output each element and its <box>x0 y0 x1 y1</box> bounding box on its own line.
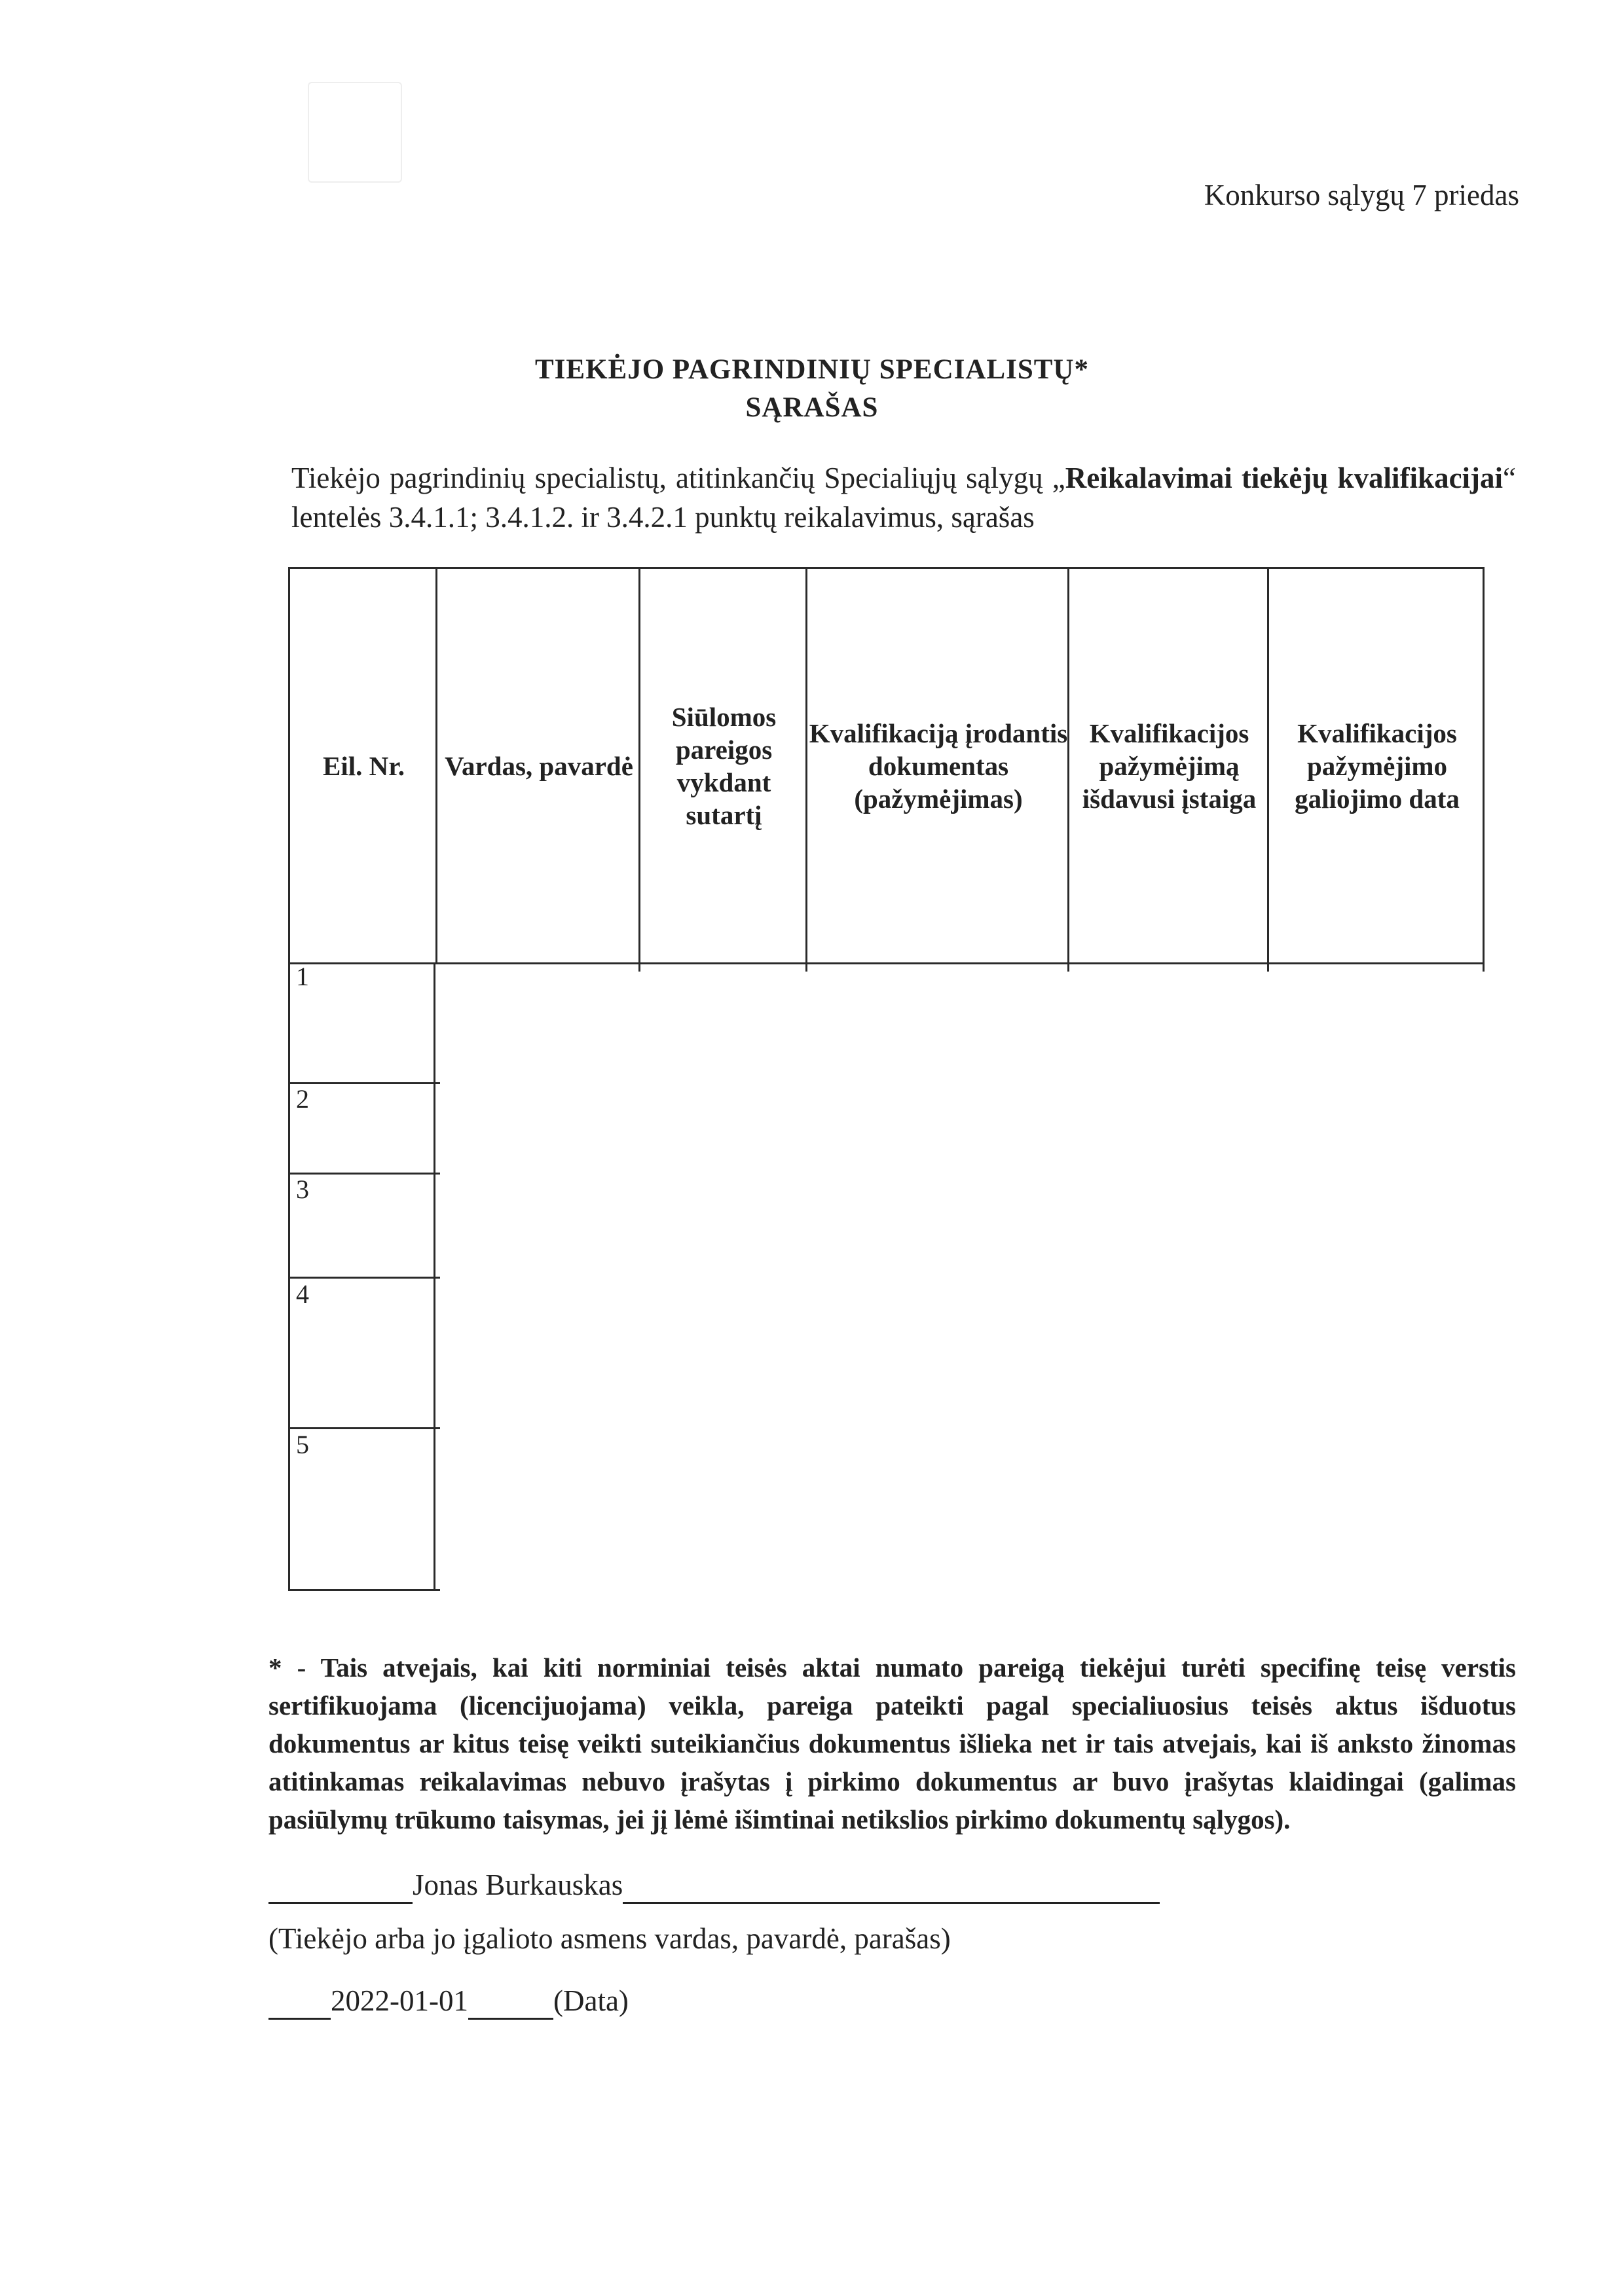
row-separator <box>288 1427 440 1429</box>
intro-paragraph <box>291 458 1516 537</box>
header-proposed-position: Siūlomos pareigos vykdant sutartį <box>638 568 807 964</box>
annex-label: Konkurso sąlygų 7 priedas <box>1204 179 1519 211</box>
date-label: (Data) <box>553 1984 629 2017</box>
intro-bold-requirements: Reikalavimai tiekėjų <box>1065 462 1329 494</box>
row-separator <box>288 1277 440 1279</box>
table-bottom-border <box>288 1589 440 1591</box>
signature-blank-right <box>623 1868 1160 1904</box>
header-validity-date: Kvalifikacijos pažymėjimo galiojimo data <box>1267 568 1485 964</box>
signatory-name: Jonas Burkauskas <box>413 1868 623 1901</box>
signature-line <box>268 1868 1185 1904</box>
row-number-2: 2 <box>296 1084 309 1114</box>
date-blank-right <box>468 1984 553 2020</box>
intro-text-2: “ lentelės 3.4.1.1; 3.4.1.2. ir 3.4.2.1 punktų reikalavimus, sąrašas <box>291 462 1517 534</box>
date-value: 2022-01-01 <box>331 1984 468 2017</box>
row-number-5: 5 <box>296 1430 309 1459</box>
column-tick <box>805 962 807 972</box>
column-tick <box>638 962 640 972</box>
document-title-line2: SĄRAŠAS <box>745 392 879 423</box>
intro-text-1: Tiekėjo pagrindinių specialistų, atitinkančių Specialiųjų sąlygų „ <box>291 462 1065 494</box>
row-separator <box>288 1082 440 1084</box>
intro-bold-qualification: kvalifikacijai <box>1337 462 1504 494</box>
row-number-4: 4 <box>296 1279 309 1309</box>
column-tick <box>1483 962 1485 972</box>
header-issuing-institution: Kvalifikacijos pažymėjimą išdavusi įstaiga <box>1067 568 1269 964</box>
header-name-surname: Vardas, pavardė <box>435 568 640 964</box>
column-tick <box>1067 962 1069 972</box>
signature-blank-left <box>268 1868 413 1904</box>
signature-caption: (Tiekėjo arba jo įgalioto asmens vardas, pavardė, parašas) <box>268 1922 951 1955</box>
row-separator <box>288 1173 440 1175</box>
header-qualification-document: Kvalifikaciją įrodantis dokumentas (pažymėjimas) <box>805 568 1069 964</box>
document-title-line1: TIEKĖJO PAGRINDINIŲ SPECIALISTŲ* <box>535 354 1089 385</box>
column-tick <box>1267 962 1269 972</box>
header-row-number: Eil. Nr. <box>288 568 437 964</box>
row-number-3: 3 <box>296 1175 309 1204</box>
faint-stamp-mark <box>308 82 402 183</box>
footnote: * - Tais atvejais, kai kiti norminiai teisės aktai numato pareigą tiekėjui turėti specifinę teisę verstis sertifikuojama (licencijuojama) veikla, pareiga pateikti pagal specialiuosius teisės aktus išduotus dokumentus ar kitus teisę veikti suteikiančius dokumentus išlieka net ir tais atvejais, kai iš anksto žinomas atitinkamas reikalavimas nebuvo įrašytas į pirkimo dokumentus ar buvo įrašytas klaidingai (galimas pasiūlymų trūkumo taisymas, jei jį lėmė išimtinai netikslios pirkimo dokumentų sąlygos). <box>268 1652 1516 1834</box>
date-line <box>268 1984 629 2020</box>
date-blank-left <box>268 1984 331 2020</box>
row-number-1: 1 <box>296 962 309 991</box>
